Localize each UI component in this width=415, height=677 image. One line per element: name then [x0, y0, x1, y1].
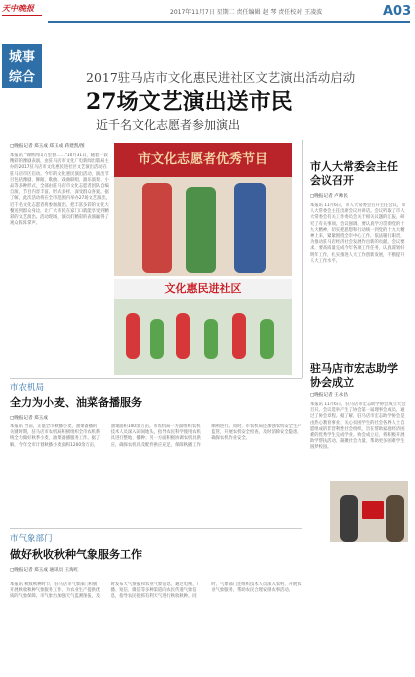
- section2-label: 市农机局: [10, 383, 45, 393]
- right-story-body: 本报讯 11月6日，市人大常委会召开主任会议，市人大常委会主任出席会议并讲话。会议听取了市人大常委会有关工作委员会关于相关议题的汇报，研究了有关事项。会议强调，要认真学习贯彻党的十九大精神，切实把思想和行动统一到党的十九大精神上来，紧紧围绕全市中心工作，依法履行职责，为推动驻马店经济社会发展作出新的贡献。会议要求，要高质量完成今年各项工作任务，认真谋划好明年工作，扎实推进人大工作创新发展，不断提升人大工作水平。: [310, 203, 406, 264]
- section-label: [2, 44, 42, 88]
- lead-kicker: 2017驻马店市文化惠民进社区文艺演出活动启动: [86, 70, 356, 85]
- right-story2-byline: □晚报记者 王永昌: [310, 393, 348, 398]
- dancer-3: [176, 313, 190, 359]
- section3-byline: □晚报记者 郑玉成 通讯员 王海红: [10, 568, 79, 573]
- dancer-2: [150, 319, 164, 359]
- section3-title: 做好秋收秋种气象服务工作: [10, 548, 142, 561]
- logo-underline: [2, 15, 42, 16]
- dance-performance-photo: [114, 279, 292, 375]
- performer-figure-left: [142, 183, 172, 273]
- lead-headline: 27场文艺演出送市民: [86, 89, 293, 115]
- section-label-line1: 城事: [8, 50, 35, 65]
- lead-subhead: 近千名文化志愿者参加演出: [96, 118, 241, 132]
- right-story2-title: 驻马店市宏志助学协会成立: [310, 362, 398, 389]
- opera-performance-photo: [114, 143, 292, 276]
- banner-board: [362, 501, 384, 519]
- lead-body-col1: 本报讯 "锦绣河山万里春……"10月31日，随着一段精彩的豫剧表演，由驻马店市文化广电新闻出版局主办的2017驻马店市文化惠民进社区文艺演出活动在驻马店市区启动。今年的文化惠民演出活动，演出节目包括豫剧、舞蹈、歌曲、戏曲联唱、器乐演奏、小品等多种形式，全部由驻马店市文化志愿者团队自编自演，节目内容丰富，形式多样，深受群众喜爱。据了解，此次活动将在全市范围内举办27场文艺演出，近千名文化志愿者将参加演出，把丰富多彩的文化大餐送到群众身边，让广大市民在家门口就能享受到精彩的文艺演出。活动现场，演员们精彩的表演赢得了观众阵阵掌声。: [10, 153, 110, 227]
- dancer-4: [204, 319, 218, 359]
- header-rule: [48, 21, 410, 23]
- right-column-divider: [302, 140, 303, 378]
- performer-figure-right: [234, 183, 266, 273]
- page-number: A03: [383, 4, 412, 19]
- section3-rule: [10, 528, 302, 529]
- right-story2-body: 本报讯 11月6日，驻马店市宏志助学协会成立大会召开。会议选举产生了协会第一届理事会成员，通过了协会章程。据了解，驻马店市宏志助学协会是由热心教育事业、关心贫困学生的社会各界人士自愿组成的非营利性社会组织，旨在帮助家庭经济困难的优秀学生完成学业。协会成立后，将积极开展助学帮扶活动，凝聚社会力量，帮助更多困难学生圆梦校园。: [310, 402, 406, 451]
- newspaper-logo: 天中晚报: [2, 3, 34, 13]
- section3-body: 本报讯 秋收秋种时节，驻马店市气象部门积极开展秋收秋种气象服务工作，为农业生产提供优质的气象保障。市气象台加强天气监测预报，及时发布天气预报和农业气象信息，通过电视、广播、短信、微信等多种渠道向农民传递气象信息，指导农民抢抓有利天气进行秋收秋种。同时，气象部门还组织技术人员深入农村，开展农业气象服务，帮助农民合理安排农事活动。: [10, 582, 302, 600]
- date-editor-line: 2017年11月7日 星期二 责任编辑 赵 琴 责任校对 王凌波: [170, 9, 323, 16]
- lead-byline: □晚报记者 郑玉成 郑玉成 蒋建凯/图: [10, 144, 85, 149]
- section2-body: 本报讯 当前，正值全市秋播小麦、油菜备播的关键时期，驻马店市农机局积极组织全市农机系统全力做好秋季小麦、油菜备播服务工作。据了解，今年全市计划秋播小麦面积1200余万亩，油菜面积100余万亩。市农机局一方面组织农机技术人员深入田间地头，指导农民科学使用农机具进行整地、播种；另一方面积极协调农机具供应，确保农机具及配件供应充足，保障秋播工作顺利进行。同时，市农机局还加强农机安全生产监管，开展农机安全检查，及时消除安全隐患，确保农机作业安全。: [10, 424, 302, 448]
- right-story-title: 市人大常委会主任会议召开: [310, 160, 398, 187]
- section2-byline: □晚报记者 郑玉成: [10, 416, 48, 421]
- photo2-banner: 文化惠民进社区: [114, 279, 292, 299]
- section2-title: 全力为小麦、油菜备播服务: [10, 396, 142, 409]
- section3-label: 市气象部门: [10, 534, 53, 544]
- person-figure-left: [340, 495, 358, 542]
- section-label-line2: 综合: [8, 70, 35, 85]
- dancer-5: [232, 313, 246, 359]
- dancer-6: [260, 319, 274, 359]
- performer-figure-center: [186, 187, 216, 273]
- section2-rule: [10, 378, 302, 379]
- person-figure-right: [386, 495, 404, 542]
- photo1-banner: 市文化志愿者优秀节目: [114, 143, 292, 177]
- right-story2-body-cont: [310, 546, 408, 671]
- right-story-byline: □晚报记者 卢帅民: [310, 194, 348, 199]
- dancer-1: [126, 313, 140, 359]
- association-photo: [330, 481, 408, 542]
